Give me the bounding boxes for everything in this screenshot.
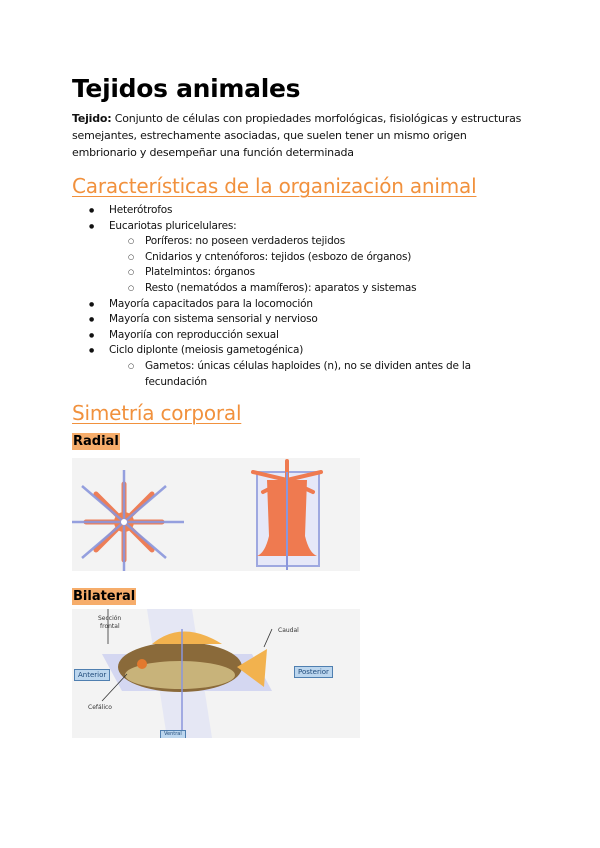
label-seccion: Sección xyxy=(98,615,122,622)
document-page xyxy=(72,72,532,450)
list-item: ○ Cnidarios y cntenóforos: tejidos (esbozo de órganos) xyxy=(72,250,532,266)
caracteristicas-list xyxy=(72,203,532,390)
section-heading-caracteristicas: Características de la organización animal xyxy=(72,174,477,198)
label-anterior: Anterior xyxy=(74,669,110,681)
page-title: Tejidos animales xyxy=(72,74,301,103)
label-posterior: Posterior xyxy=(294,666,333,678)
list-item: ○ Gametos: únicas células haploides (n), no se dividen antes de la fecundación xyxy=(72,359,532,390)
subheading-radial: Radial xyxy=(73,434,119,450)
list-item: ○ Resto (nematódos a mamíferos): aparatos y sistemas xyxy=(72,281,532,297)
subheading-bilateral: Bilateral xyxy=(73,589,136,604)
intro-text: Conjunto de células con propiedades morfológicas, fisiológicas y estructuras semejantes, estrechamente asociadas, que suelen tener un mismo origen embrionario y desempeñar una función determinada xyxy=(72,112,522,159)
intro-term: Tejido: xyxy=(72,112,112,125)
list-item: ● Mayoría capacitados para la locomoción xyxy=(72,297,532,313)
list-item: ○ Poríferos: no poseen verdaderos tejidos xyxy=(72,234,532,250)
section-heading-simetria: Simetría corporal xyxy=(72,401,242,426)
radial-symmetry-image xyxy=(72,458,360,571)
list-item: ● Heterótrofos xyxy=(72,203,532,219)
list-item: ● Eucariotas pluricelulares: xyxy=(72,219,532,235)
label-cefalico: Cefálico xyxy=(88,704,112,711)
label-frontal: frontal xyxy=(100,623,120,630)
list-item: ● Ciclo diplonte (meiosis gametogénica) xyxy=(72,343,532,359)
list-item: ● Mayoría con sistema sensorial y nervioso xyxy=(72,312,532,328)
list-item: ○ Platelmintos: órganos xyxy=(72,265,532,281)
radial-diagram-icon xyxy=(72,458,360,571)
list-item: ● Mayoriía con reproducción sexual xyxy=(72,328,532,344)
bilateral-symmetry-image xyxy=(72,609,360,738)
intro-paragraph xyxy=(72,110,532,161)
label-caudal: Caudal xyxy=(278,627,299,634)
label-ventral: Ventral xyxy=(160,730,186,738)
